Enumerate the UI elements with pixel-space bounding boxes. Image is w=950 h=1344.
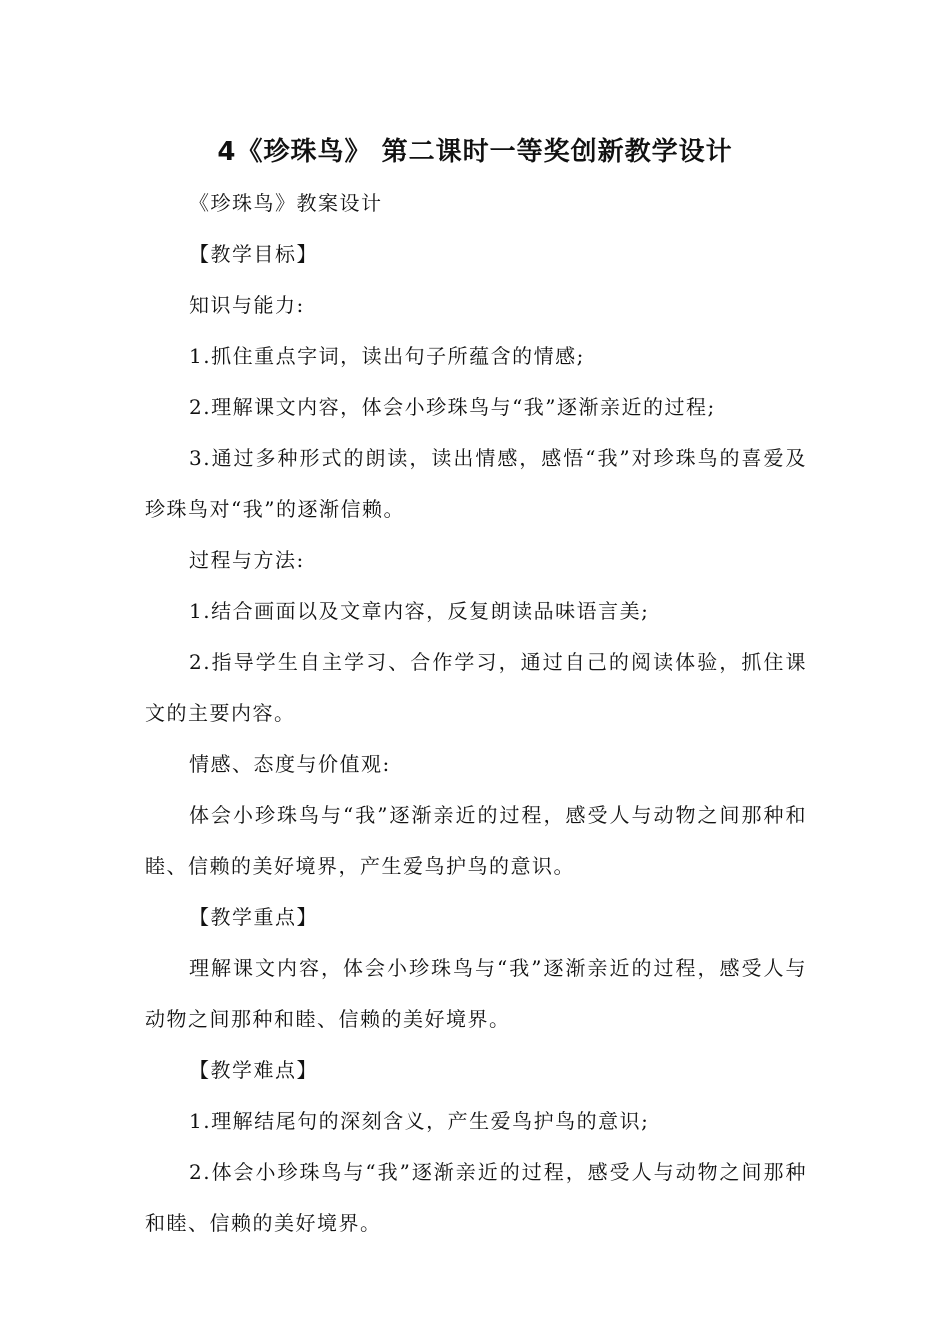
section-heading-key-points: 【教学重点】 (189, 905, 318, 929)
document-title: 4《珍珠鸟》 第二课时一等奖创新教学设计 (217, 137, 733, 167)
plan-subtitle: 《珍珠鸟》教案设计 (189, 191, 383, 215)
subheading-process-method: 过程与方法: (189, 548, 305, 572)
subheading-knowledge-ability: 知识与能力: (189, 293, 305, 317)
subheading-emotion-values: 情感、态度与价值观: (189, 752, 391, 776)
document-body (145, 178, 807, 1249)
section-heading-difficulties: 【教学难点】 (189, 1058, 318, 1082)
difficulty-item: 2.体会小珍珠鸟与“我”逐渐亲近的过程，感受人与动物之间那种和睦、信赖的美好境界。 (145, 1160, 807, 1235)
key-point-item: 理解课文内容，体会小珍珠鸟与“我”逐渐亲近的过程，感受人与动物之间那种和睦、信赖的美好境界。 (145, 956, 807, 1031)
objective-item: 1.抓住重点字词，读出句子所蕴含的情感; (189, 344, 585, 368)
method-item: 1.结合画面以及文章内容，反复朗读品味语言美; (189, 599, 650, 623)
section-heading-objectives: 【教学目标】 (189, 242, 318, 266)
emotion-item: 体会小珍珠鸟与“我”逐渐亲近的过程，感受人与动物之间那种和睦、信赖的美好境界，产生爱鸟护鸟的意识。 (145, 803, 807, 878)
method-item: 2.指导学生自主学习、合作学习，通过自己的阅读体验，抓住课文的主要内容。 (145, 650, 807, 725)
objective-item: 3.通过多种形式的朗读，读出情感，感悟“我”对珍珠鸟的喜爱及珍珠鸟对“我”的逐渐信赖。 (145, 446, 807, 521)
difficulty-item: 1.理解结尾句的深刻含义，产生爱鸟护鸟的意识; (189, 1109, 650, 1133)
objective-item: 2.理解课文内容，体会小珍珠鸟与“我”逐渐亲近的过程; (189, 395, 716, 419)
